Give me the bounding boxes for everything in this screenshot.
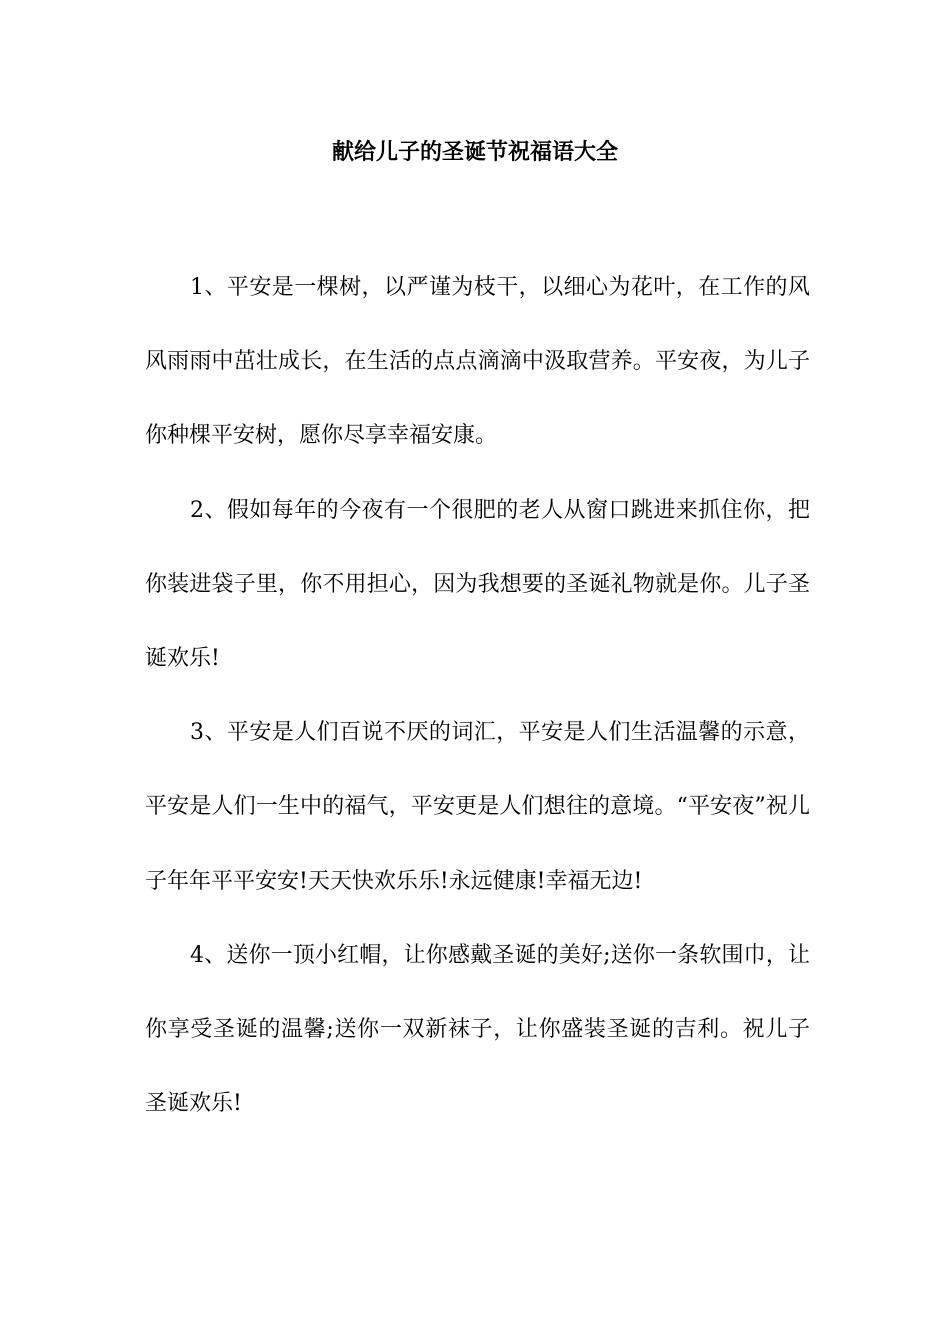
paragraph-1: 1、平安是一棵树，以严谨为枝干，以细心为花叶，在工作的风风雨雨中茁壮成长，在生活的点点滴滴中汲取营养。平安夜，为儿子你种棵平安树，愿你尽享幸福安康。 <box>145 275 810 449</box>
document-body <box>145 251 810 1141</box>
page-title: 献给儿子的圣诞节祝福语大全 <box>331 140 618 165</box>
paragraph-3: 3、平安是人们百说不厌的词汇，平安是人们生活温馨的示意，平安是人们一生中的福气，平安更是人们想往的意境。“平安夜”祝儿子年年平平安安!天天快欢乐乐!永远健康!幸福无边! <box>145 720 810 894</box>
paragraph-2: 2、假如每年的今夜有一个很肥的老人从窗口跳进来抓住你，把你装进袋子里，你不用担心，因为我想要的圣诞礼物就是你。儿子圣诞欢乐! <box>145 497 810 672</box>
paragraph-4: 4、送你一顶小红帽，让你感戴圣诞的美好;送你一条软围巾，让你享受圣诞的温馨;送你一双新袜子，让你盛装圣诞的吉利。祝儿子圣诞欢乐! <box>145 942 810 1117</box>
